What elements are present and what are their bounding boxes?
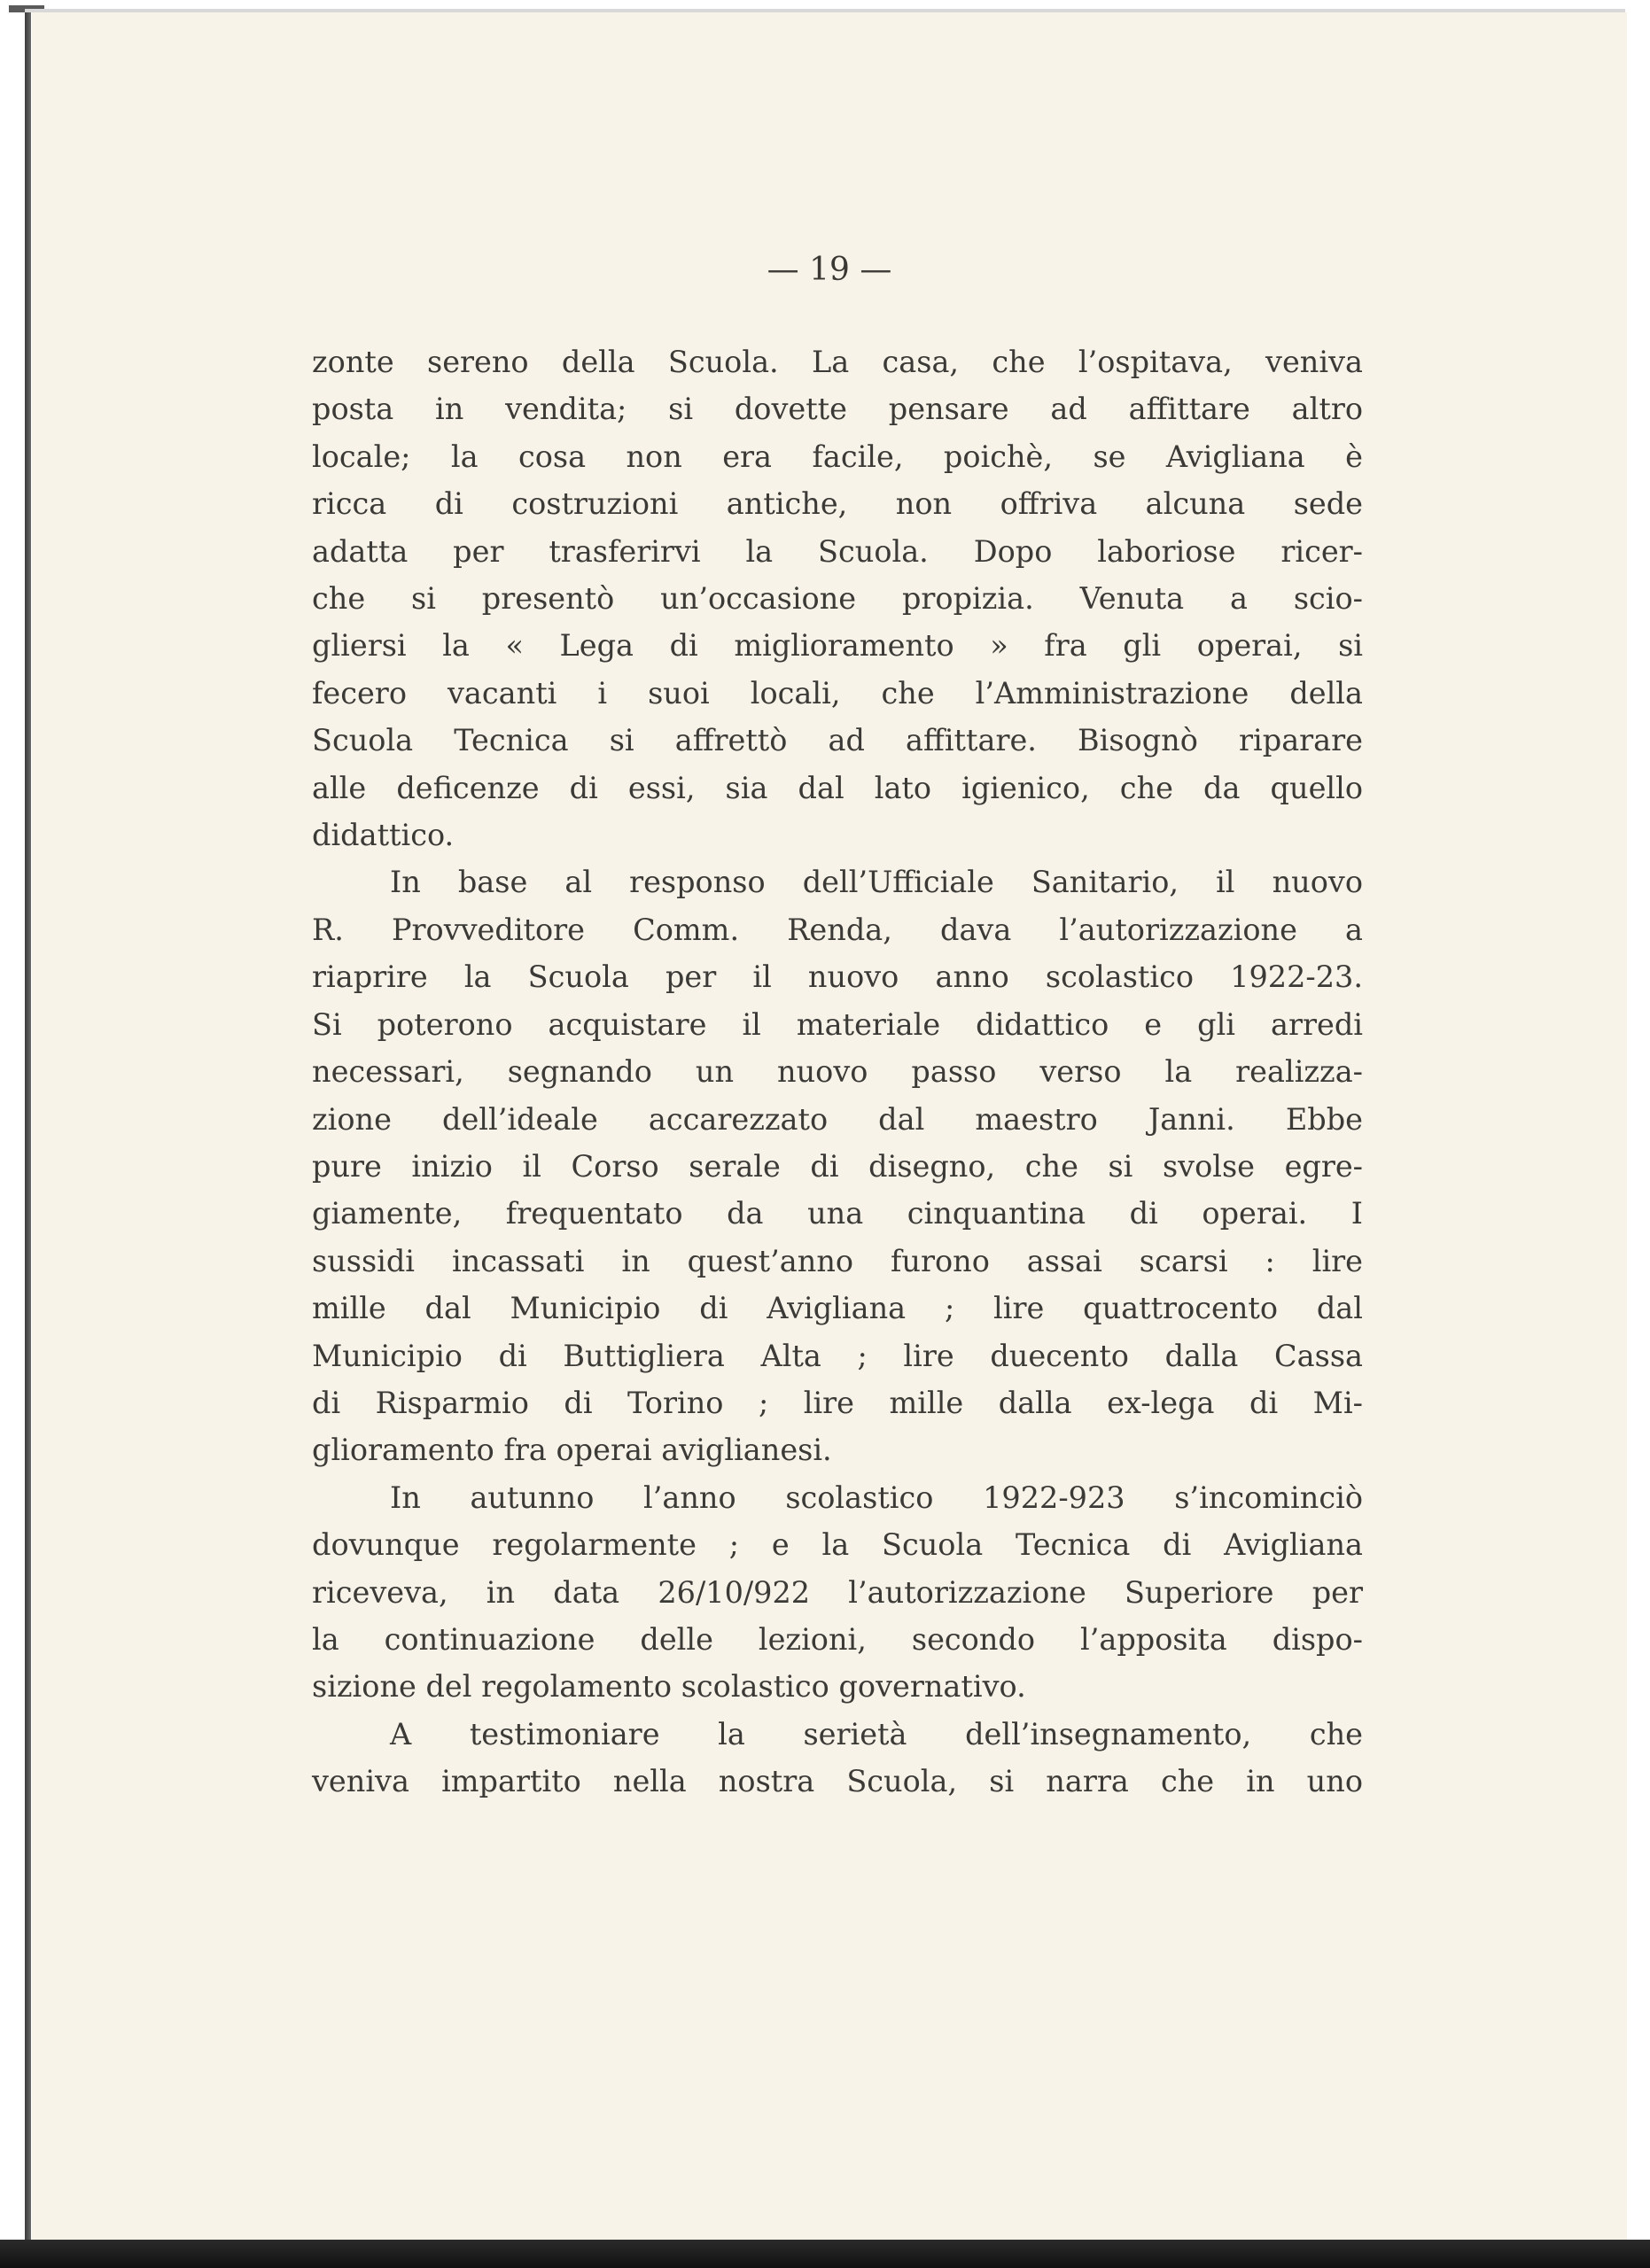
text-line: riceveva, in data 26/10/922 l’autorizzazione Superiore per [312,1574,1363,1610]
text-line: In base al responso dell’Ufficiale Sanitario, il nuovo [390,865,1363,900]
text-line: Si poterono acquistare il materiale didattico e gli arredi [312,1006,1363,1042]
text-line: fecero vacanti i suoi locali, che l’Amministrazione della [312,675,1363,711]
body-text [312,338,1363,1806]
text-line: locale; la cosa non era facile, poichè, se Avigliana è [312,439,1363,474]
scanner-bottom-edge [0,2240,1650,2268]
text-line: R. Provveditore Comm. Renda, dava l’autorizzazione a [312,912,1363,947]
text-line: riaprire la Scuola per il nuovo anno scolastico 1922-23. [312,959,1363,995]
text-line: giamente, frequentato da una cinquantina di operai. I [312,1196,1363,1231]
paragraph-2 [312,858,1363,1473]
text-line: gliersi la « Lega di miglioramento » fra gli operai, si [312,628,1363,664]
text-line: didattico. [312,818,455,853]
text-line: posta in vendita; si dovette pensare ad affittare altro [312,392,1363,427]
text-line: sizione del regolamento scolastico governativo. [312,1669,1026,1705]
text-line: A testimoniare la serietà dell’insegnamento, che [390,1716,1363,1751]
text-line: che si presentò un’occasione propizia. Venuta a scio- [312,581,1363,617]
paragraph-1 [312,338,1363,858]
text-line: alle deficenze di essi, sia dal lato igienico, che da quello [312,770,1363,805]
paragraph-3 [312,1474,1363,1711]
text-line: adatta per trasferirvi la Scuola. Dopo laboriose ricer- [312,533,1363,569]
text-line: la continuazione delle lezioni, secondo l’apposita dispo- [312,1621,1363,1657]
text-line: mille dal Municipio di Avigliana ; lire quattrocento dal [312,1291,1363,1326]
text-line: Municipio di Buttigliera Alta ; lire duecento dalla Cassa [312,1338,1363,1373]
text-line: ricca di costruzioni antiche, non offriva alcuna sede [312,486,1363,522]
book-spine-shadow [25,11,31,2243]
text-line: In autunno l’anno scolastico 1922-923 s’incominciò [390,1480,1363,1515]
text-line: zonte sereno della Scuola. La casa, che l’ospitava, veniva [312,345,1363,379]
text-line: necessari, segnando un nuovo passo verso la realizza- [312,1054,1363,1090]
paragraph-4 [312,1711,1363,1806]
book-page [32,12,1627,2240]
text-line: zione dell’ideale accarezzato dal maestro Janni. Ebbe [312,1101,1363,1137]
page-number: — 19 — [767,252,892,288]
text-line: glioramento fra operai aviglianesi. [312,1433,832,1468]
text-line: Scuola Tecnica si affrettò ad affittare. Bisognò riparare [312,723,1363,758]
text-line: di Risparmio di Torino ; lire mille dalla ex-lega di Mi- [312,1385,1363,1420]
text-line: pure inizio il Corso serale di disegno, che si svolse egre- [312,1148,1363,1184]
text-line: sussidi incassati in quest’anno furono assai scarsi : lire [312,1243,1363,1278]
text-line: veniva impartito nella nostra Scuola, si narra che in uno [312,1764,1363,1799]
text-line: dovunque regolarmente ; e la Scuola Tecnica di Avigliana [312,1527,1363,1563]
